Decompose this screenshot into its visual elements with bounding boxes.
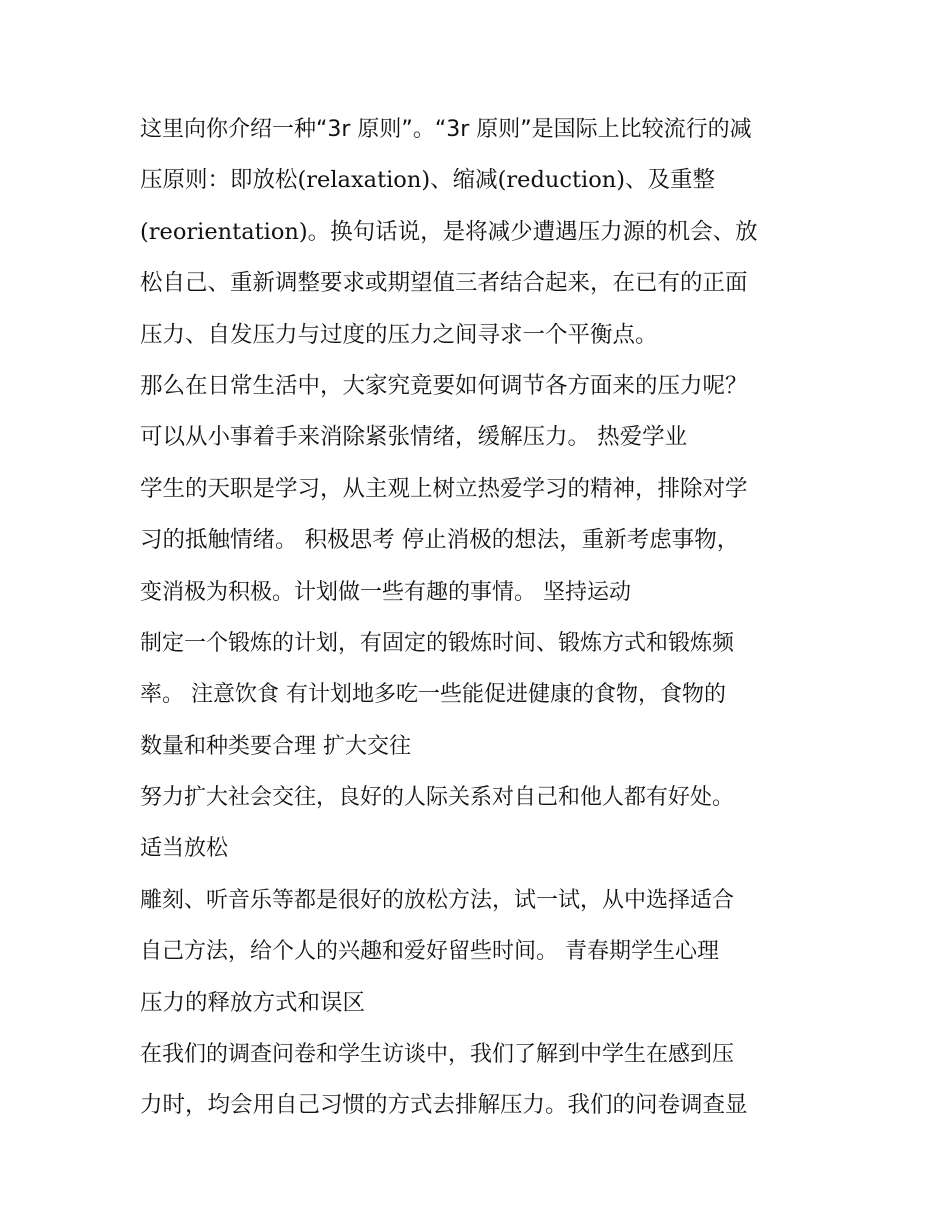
text-line: 雕刻、听音乐等都是很好的放松方法，试一试，从中选择适合 — [140, 887, 735, 913]
text-line: 制定一个锻炼的计划，有固定的锻炼时间、锻炼方式和锻炼频 — [140, 630, 735, 656]
text-line: 努力扩大社会交往，良好的人际关系对自己和他人都有好处。 — [140, 785, 735, 811]
text-line: 力时，均会用自己习惯的方式去排解压力。我们的问卷调查显 — [140, 1092, 748, 1119]
text-line: 这里向你介绍一种“3r 原则”。“3r 原则”是国际上比较流行的减 — [140, 117, 752, 142]
text-line: 压原则：即放松(relaxation)、缩减(reduction)、及重整 — [140, 167, 716, 194]
text-line: (reorientation)。换句话说，是将减少遭遇压力源的机会、放 — [140, 218, 758, 245]
text-line: 在我们的调查问卷和学生访谈中，我们了解到中学生在感到压 — [140, 1042, 735, 1068]
text-line: 压力、自发压力与过度的压力之间寻求一个平衡点。 — [140, 321, 658, 348]
text-line: 学生的天职是学习，从主观上树立热爱学习的精神，排除对学 — [140, 475, 748, 502]
text-line: 变消极为积极。计划做一些有趣的事情。 坚持运动 — [140, 579, 631, 605]
text-line: 松自己、重新调整要求或期望值三者结合起来，在已有的正面 — [140, 270, 748, 297]
text-line: 可以从小事着手来消除紧张情绪，缓解压力。 热爱学业 — [140, 424, 688, 451]
text-line: 率。 注意饮食 有计划地多吃一些能促进健康的食物，食物的 — [140, 682, 726, 708]
text-line: 压力的释放方式和误区 — [140, 989, 366, 1016]
text-line: 那么在日常生活中，大家究竟要如何调节各方面来的压力呢？ — [140, 372, 748, 399]
body-text — [140, 104, 830, 1132]
text-line: 自己方法，给个人的兴趣和爱好留些时间。 青春期学生心理 — [140, 939, 719, 965]
text-line: 适当放松 — [140, 836, 229, 862]
text-line: 数量和种类要合理 扩大交往 — [140, 733, 411, 759]
text-line: 习的抵触情绪。 积极思考 停止消极的想法，重新考虑事物， — [140, 527, 740, 554]
